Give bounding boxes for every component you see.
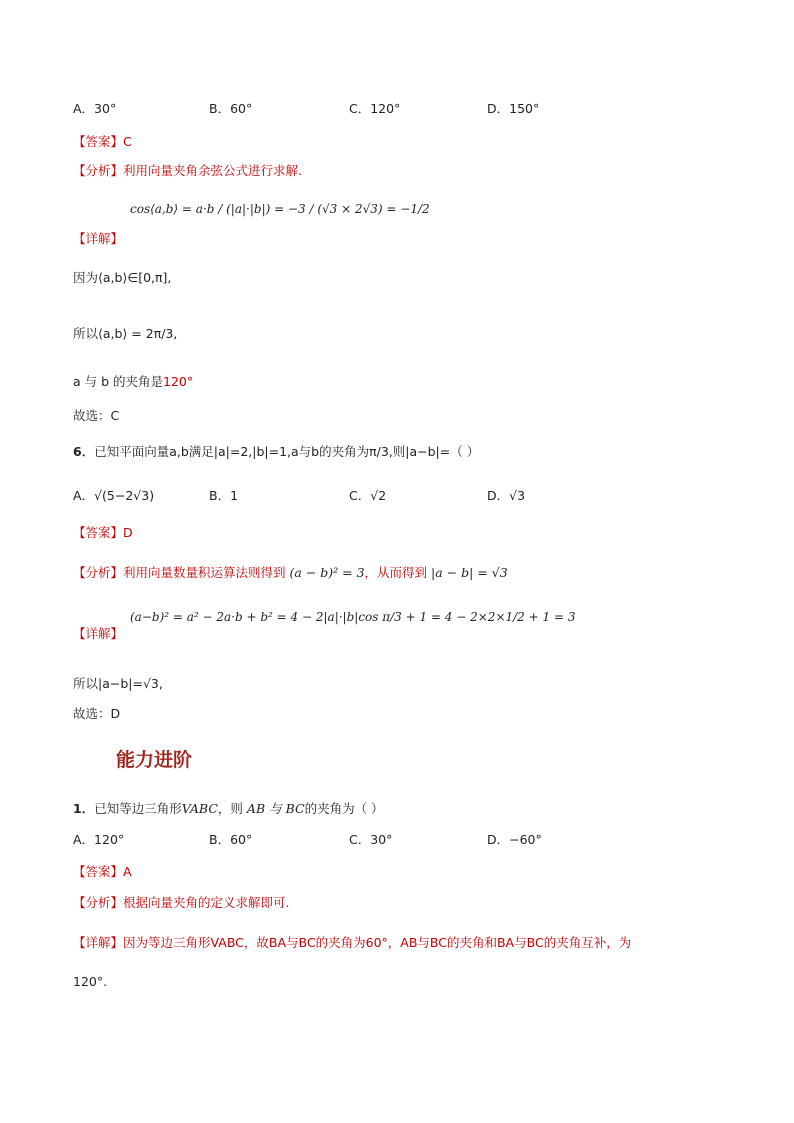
- p1-option-b: B．60°: [209, 832, 253, 847]
- q5-answer: [73, 136, 132, 149]
- p1-stem-mid: ，则: [217, 801, 243, 816]
- analysis-label: 【分析】: [73, 163, 124, 178]
- q5-option-b: B．60°: [209, 101, 253, 116]
- q5-detail-label: 【详解】: [73, 231, 124, 246]
- answer-value: C: [123, 134, 132, 149]
- q6-stem-text: 已知平面向量a,b满足|a|=2,|b|=1,a与b的夹角为π/3,则|a−b|=（ ）: [94, 444, 480, 459]
- analysis-formula-2: |a − b| = √3: [431, 565, 508, 580]
- q6-detail-label: 【详解】: [73, 626, 124, 641]
- analysis-label: 【分析】: [73, 895, 124, 910]
- q6-choice: 故选：D: [73, 706, 121, 721]
- q6-option-c: C．√2: [349, 488, 387, 503]
- q5-option-c: C．120°: [349, 101, 401, 116]
- q5-analysis: [73, 165, 302, 178]
- q5-detail-formula: cos⟨a,b⟩ = a·b / (|a|·|b|) = −3 / (√3 × 2√3) = −1/2: [130, 202, 430, 216]
- p1-detail: [73, 937, 631, 950]
- p1-number: 1．: [73, 801, 95, 816]
- detail-text: 因为等边三角形VABC，故BA与BC的夹角为60°，AB与BC的夹角和BA与BC的夹角互补，为: [123, 935, 632, 950]
- answer-label: 【答案】: [73, 864, 124, 879]
- p1-stem-post: 的夹角为（ ）: [304, 801, 384, 816]
- detail-label: 【详解】: [73, 935, 124, 950]
- q6-option-b: B．1: [209, 488, 239, 503]
- p1-vectors: AB 与 BC: [246, 801, 305, 816]
- q5-so: 所以⟨a,b⟩ = 2π/3,: [73, 326, 178, 341]
- q5-conclusion: [73, 376, 193, 389]
- conclusion-text: a 与 b 的夹角是: [73, 374, 164, 389]
- q6-answer: [73, 527, 133, 540]
- p1-analysis: [73, 897, 290, 910]
- q6-analysis: [73, 567, 508, 580]
- p1-stem: [73, 803, 384, 816]
- p1-triangle: VABC: [181, 801, 218, 816]
- q6-detail-formula: (a−b)² = a² − 2a·b + b² = 4 − 2|a|·|b|cos π/3 + 1 = 4 − 2×2×1/2 + 1 = 3: [130, 610, 576, 624]
- analysis-formula-1: (a − b)² = 3: [289, 565, 365, 580]
- p1-option-c: C．30°: [349, 832, 393, 847]
- conclusion-value: 120°: [163, 374, 194, 389]
- q6-so: 所以|a−b|=√3,: [73, 676, 163, 691]
- q5-option-d: D．150°: [487, 101, 540, 116]
- answer-value: A: [123, 864, 132, 879]
- q5-because: 因为⟨a,b⟩∈[0,π],: [73, 270, 172, 285]
- analysis-text: 利用向量夹角余弦公式进行求解.: [123, 163, 302, 178]
- q5-option-a: A．30°: [73, 101, 117, 116]
- analysis-text-mid: ，从而得到: [364, 565, 428, 580]
- p1-detail-value: 120°.: [73, 974, 108, 989]
- p1-option-a: A．120°: [73, 832, 125, 847]
- section-title: 能力进阶: [116, 749, 193, 771]
- q6-number: 6．: [73, 444, 95, 459]
- analysis-label: 【分析】: [73, 565, 124, 580]
- answer-value: D: [123, 525, 133, 540]
- analysis-text: 根据向量夹角的定义求解即可.: [123, 895, 290, 910]
- answer-label: 【答案】: [73, 525, 124, 540]
- q6-option-d: D．√3: [487, 488, 526, 503]
- answer-label: 【答案】: [73, 134, 124, 149]
- p1-option-d: D．−60°: [487, 832, 542, 847]
- p1-stem-pre: 已知等边三角形: [94, 801, 182, 816]
- p1-answer: [73, 866, 132, 879]
- analysis-text-pre: 利用向量数量积运算法则得到: [123, 565, 286, 580]
- q6-option-a: A．√(5−2√3): [73, 488, 155, 503]
- q6-stem: [73, 446, 479, 459]
- q5-choice: 故选：C: [73, 408, 120, 423]
